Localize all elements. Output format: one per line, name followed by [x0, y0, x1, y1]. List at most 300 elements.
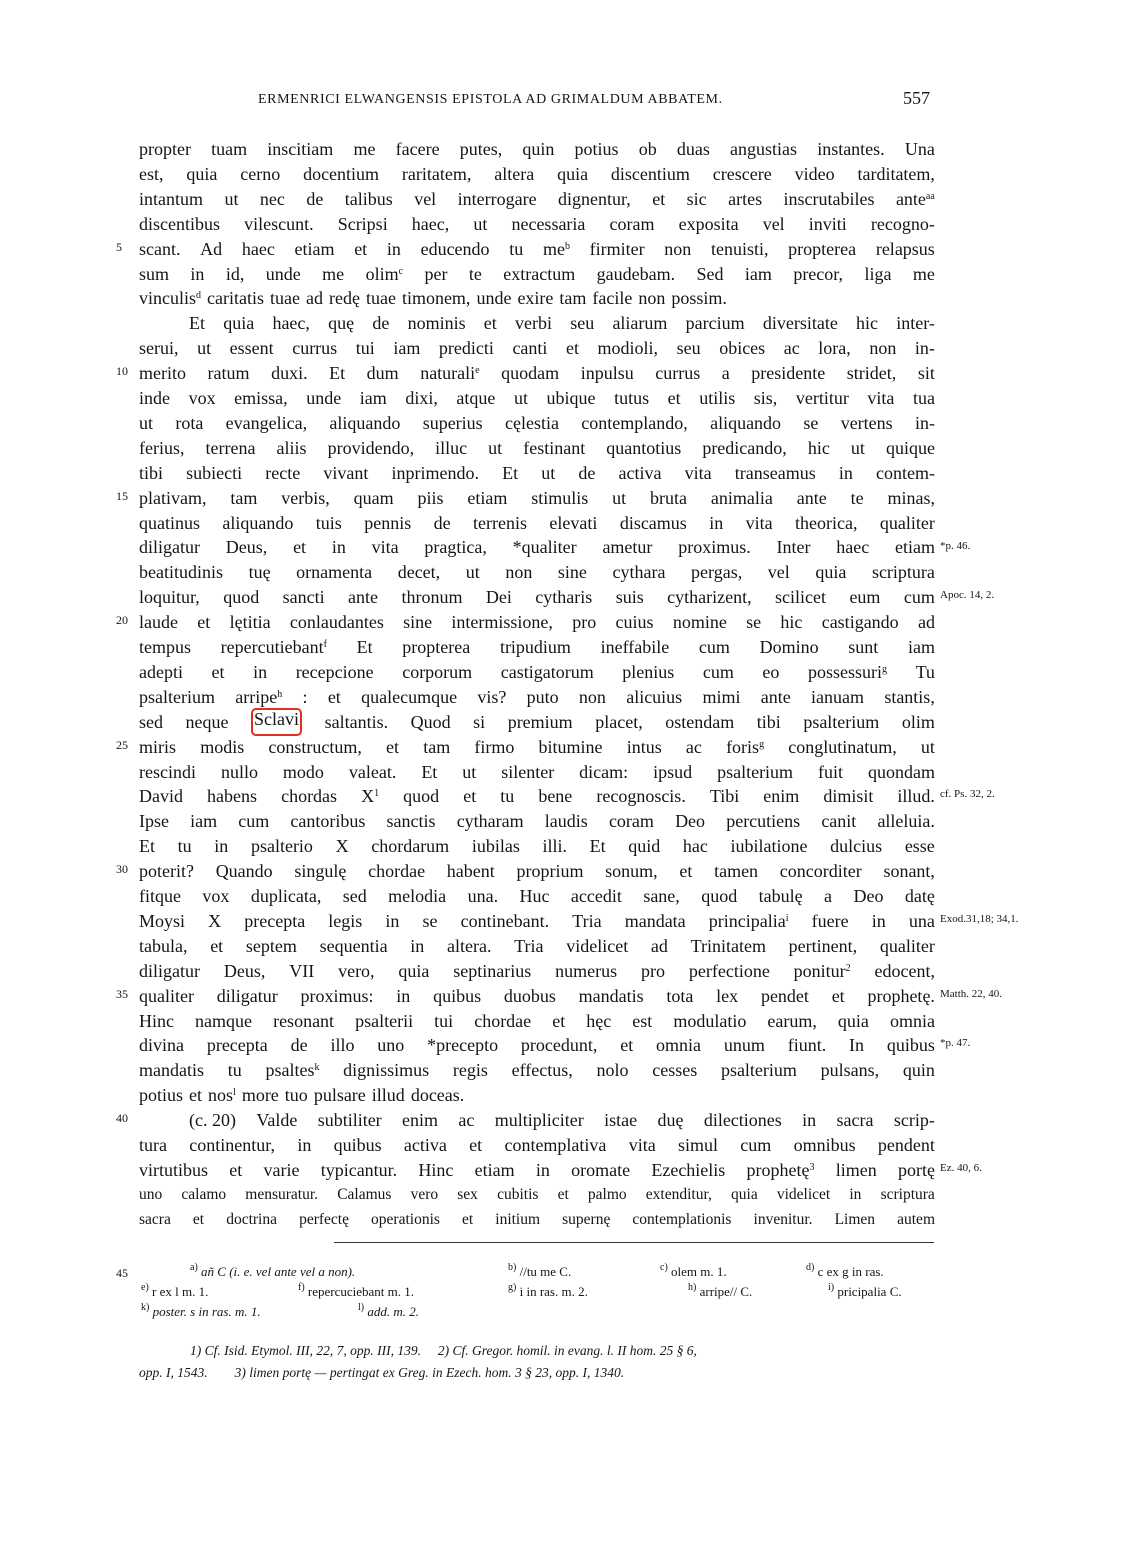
word: et [652, 188, 666, 209]
word: vox [202, 886, 230, 906]
word: datę [904, 886, 935, 906]
word: tabula, [139, 935, 188, 956]
word: principalia$^i$ [708, 910, 789, 931]
word: de [372, 313, 390, 334]
word: Tria [514, 935, 544, 956]
text-line [139, 162, 935, 186]
word: vinculis$^d$ [139, 288, 201, 309]
word: videlicet [566, 935, 629, 956]
word: scant. [139, 238, 181, 259]
text-line [139, 361, 935, 385]
word: David [139, 786, 183, 807]
word: te [468, 263, 482, 284]
word: et [211, 661, 225, 682]
word: cum [698, 637, 730, 657]
word: numerus [555, 960, 618, 981]
word: multipliciter [494, 1110, 584, 1131]
word: presidente [751, 363, 826, 384]
marginal-ref: cf. Ps. 32, 2. [940, 788, 995, 800]
word: prophetę$^3$ [746, 1159, 815, 1180]
text-line [139, 187, 935, 211]
word: quique [885, 437, 935, 458]
word: se [422, 910, 438, 931]
word: tam [559, 288, 587, 309]
word: parcium [685, 313, 745, 334]
word: quod [701, 886, 738, 906]
word: modulatio [673, 1010, 747, 1031]
word: putes, [459, 139, 503, 159]
word: duplicata, [250, 886, 322, 906]
word: pragtica, [424, 537, 487, 558]
word: et [354, 238, 368, 259]
word: quia [186, 163, 218, 184]
word: mandata [624, 910, 686, 931]
word: scrip- [893, 1110, 935, 1131]
word: chordarum [371, 836, 450, 857]
marginal-ref: *p. 46. [940, 540, 971, 552]
word: nolo [596, 1060, 629, 1081]
word: quodam [501, 363, 560, 384]
footnote-f: $^{f)}$ repercuciebant m. 1. [298, 1282, 415, 1299]
word: quia [557, 163, 589, 184]
text-line [139, 1058, 935, 1082]
text-line [139, 735, 935, 759]
text-line [139, 1208, 935, 1232]
word: qualiter [879, 512, 935, 533]
word: interrogare [457, 188, 537, 209]
word: divina [139, 1035, 184, 1056]
word: et [327, 686, 341, 707]
word: habens [207, 786, 258, 807]
word: illo [330, 1035, 355, 1056]
text-line [139, 1158, 935, 1182]
word: verbi [515, 313, 552, 334]
word: emissa, [234, 388, 288, 408]
word: chordae [474, 1010, 532, 1031]
word: sic [686, 188, 707, 209]
word: haec [836, 537, 870, 558]
text-line [139, 212, 935, 236]
word: sed [139, 711, 163, 732]
word: in [535, 1159, 550, 1180]
word: haec [241, 238, 275, 259]
word: contem- [875, 462, 935, 483]
word: festinant [523, 437, 586, 458]
footnote-rule [334, 1242, 934, 1243]
word: animalia [710, 487, 773, 508]
word: unde [265, 263, 301, 284]
word: possessuri$^g$ [807, 661, 887, 682]
word: tu [500, 786, 515, 807]
word: cuius [615, 612, 654, 633]
word: Et [502, 462, 519, 483]
word: in [297, 1135, 312, 1155]
word: fitque [139, 886, 181, 906]
word: VII [289, 960, 315, 981]
word: intus [626, 736, 662, 757]
word: et [831, 985, 845, 1006]
word: tarditatem, [857, 163, 935, 184]
word: vel [767, 562, 790, 583]
text-line [139, 262, 935, 286]
word: esse [904, 836, 935, 857]
word: sonum, [605, 861, 658, 882]
word: quibus [433, 985, 482, 1006]
word: saltantis. [324, 711, 389, 732]
word: quia [398, 960, 430, 981]
word: haec, [272, 313, 310, 334]
word: Hinc [139, 1010, 174, 1031]
word: altera. [447, 935, 492, 956]
text-line [139, 1183, 935, 1207]
word: cum [702, 661, 734, 682]
word: rota [175, 412, 204, 433]
word: tura [139, 1135, 167, 1155]
word: operationis [371, 1210, 440, 1228]
word: stantis, [884, 686, 935, 707]
word: tu [227, 1060, 242, 1081]
word: ut [612, 487, 627, 508]
word: potius [574, 139, 619, 159]
line-number: 30 [116, 862, 128, 876]
word: sit [917, 363, 935, 384]
line-number: 5 [116, 240, 122, 254]
word: tibi [139, 462, 164, 483]
word: tuae [269, 288, 300, 309]
word: talibus [344, 188, 393, 209]
word: Quod [410, 711, 451, 732]
word: aliarum [612, 313, 668, 334]
highlighted-word: Sclavi [251, 708, 302, 736]
word: tabulę [758, 886, 803, 906]
word: omnia [656, 1035, 702, 1056]
word: constructum, [268, 736, 362, 757]
word: quibus [886, 1035, 935, 1056]
word: una [908, 910, 935, 931]
word: Huc [519, 886, 550, 906]
word: qualiter [879, 935, 935, 956]
word: et [386, 736, 400, 757]
word: mandatis [578, 985, 644, 1006]
word: cęlestia [505, 412, 559, 433]
word: in [253, 661, 268, 682]
word: est [632, 1010, 653, 1031]
word: elevati [549, 512, 598, 533]
word: et [229, 1159, 243, 1180]
footnote-g: $^{g)}$ i in ras. m. 2. [508, 1282, 588, 1299]
word: et [469, 1135, 483, 1155]
word: iubilatione [730, 836, 808, 857]
word: iam [393, 338, 421, 359]
word: mandatis [139, 1060, 204, 1081]
word: et [565, 338, 579, 359]
word: tu [177, 836, 192, 857]
word: precepta [206, 1035, 268, 1056]
word: vertens [840, 412, 893, 433]
word: et [189, 1085, 203, 1106]
word: uno [377, 1035, 405, 1056]
word: psalterium [720, 1060, 797, 1081]
word: quantotius [606, 437, 682, 458]
text-line [139, 809, 935, 833]
word: inter- [896, 313, 935, 334]
word: $X^1$ [361, 786, 380, 807]
word: tibi [756, 711, 781, 732]
word: ob [638, 139, 657, 159]
word: intantum [139, 188, 203, 209]
word: premium [507, 711, 573, 732]
word: ubique [546, 388, 596, 408]
word: tui [355, 338, 375, 359]
word: propterea [788, 238, 857, 259]
word: iam [744, 263, 772, 284]
word: ipsud [653, 761, 693, 782]
word: septem [245, 935, 297, 956]
word: recepcione [295, 661, 374, 682]
word: enim [763, 786, 800, 807]
word: et [462, 1210, 474, 1228]
word: aliquando [710, 412, 782, 433]
word: ad [305, 288, 323, 309]
text-line [139, 959, 935, 983]
word: in [190, 263, 205, 284]
word: illud [371, 1085, 405, 1106]
word: te [850, 487, 864, 508]
line-number: 15 [116, 489, 128, 503]
word: etiam [467, 487, 508, 508]
word: neque [185, 711, 229, 732]
word: vita [867, 388, 895, 408]
word: redę [328, 288, 360, 309]
word: autem [897, 1210, 935, 1228]
word: In [849, 1035, 865, 1056]
word: pennis [364, 512, 412, 533]
word: vilescunt. [244, 213, 314, 234]
word: tripudium [499, 637, 571, 657]
word: enim [402, 1110, 439, 1131]
word: dimisit [823, 786, 874, 807]
word: rescindi [139, 761, 196, 782]
word: me [322, 263, 345, 284]
word: sequentia [319, 935, 388, 956]
footnote-l: $^{l)}$ add. m. 2. [358, 1302, 419, 1319]
word: quia [837, 1010, 869, 1031]
word: typicantur. [320, 1159, 398, 1180]
word: alicuius [626, 686, 683, 707]
text-line [139, 137, 935, 161]
word: ut [920, 736, 935, 757]
word: vel [762, 213, 785, 234]
word: iam [907, 637, 935, 657]
word: virtutibus [139, 1159, 209, 1180]
word: sed [342, 886, 367, 906]
word: illi. [542, 836, 567, 857]
word: dum [366, 363, 399, 384]
word: tui [434, 1010, 454, 1031]
word: terrenis [473, 512, 528, 533]
text-line [139, 461, 935, 485]
word: caritatis [207, 288, 264, 309]
word: in [385, 910, 400, 931]
word: cerno [240, 163, 281, 184]
reference-2: opp. I, 1543. 3) limen portę — pertingat ex Greg. in Ezech. hom. 3 § 23, opp. I, 1340. [139, 1365, 625, 1380]
word: miris [139, 736, 177, 757]
word: lex [716, 985, 739, 1006]
word: extenditur, [645, 1185, 712, 1203]
word: currus [292, 338, 338, 359]
word: cum [238, 811, 270, 832]
text-line [139, 237, 935, 261]
word: hęc [586, 1010, 612, 1031]
word: nomine [672, 612, 727, 633]
text-line [189, 311, 935, 335]
word: ponitur$^2$ [793, 960, 851, 981]
footnote-d: $^{d)}$ c ex g in ras. [806, 1262, 884, 1279]
word: firmiter [589, 238, 645, 259]
word: alleluia. [877, 811, 935, 832]
word: tuo [284, 1085, 308, 1106]
word: laudis [544, 811, 588, 832]
word: tuis [315, 512, 342, 533]
word: iam [359, 388, 387, 408]
word: ut [541, 462, 556, 483]
word: gaudebam. [596, 263, 676, 284]
word: invenitur. [753, 1210, 813, 1228]
word: continebant. [460, 910, 550, 931]
word: proximus. [678, 537, 751, 558]
word: angustias [730, 139, 798, 159]
word: continentur, [189, 1135, 276, 1155]
word: bitumine [538, 736, 603, 757]
word: ante [760, 686, 791, 707]
word: chordas [281, 786, 338, 807]
word: Tu [915, 661, 935, 682]
marginal-ref: Apoc. 14, 2. [940, 589, 995, 601]
word: ostendam [665, 711, 735, 732]
word: quibus [333, 1135, 382, 1155]
word: ferius, [139, 437, 185, 458]
word: scilicet [775, 587, 827, 608]
word: necessaria [511, 213, 586, 234]
word: thronum [401, 587, 463, 608]
word: theorica, [795, 512, 858, 533]
word: in [331, 537, 346, 558]
word: singulę [294, 861, 347, 882]
word: conlaudantes [289, 612, 384, 633]
word: more [241, 1085, 279, 1106]
word: canti [512, 338, 548, 359]
word: cythara [612, 562, 666, 583]
word: duę [657, 1110, 684, 1131]
word: palmo [587, 1185, 627, 1203]
word: X [208, 910, 222, 931]
word: duas [676, 139, 710, 159]
word: quia [815, 562, 847, 583]
word: in [410, 935, 425, 956]
word: exire [517, 288, 554, 309]
word: : [302, 686, 308, 707]
marginal-ref: Ez. 40, 6. [940, 1162, 982, 1174]
word: et [679, 861, 693, 882]
word: tuae [365, 288, 396, 309]
text-line [139, 1009, 935, 1033]
word: limen [835, 1159, 877, 1180]
word: coram [608, 811, 654, 832]
word: psalterii [355, 1010, 414, 1031]
word: diversitate [762, 313, 838, 334]
word: liga [864, 263, 892, 284]
word: de [578, 462, 596, 483]
word: septinarius [453, 960, 532, 981]
text-line [139, 660, 935, 684]
word: quia [731, 1185, 758, 1203]
word: currus [655, 363, 701, 384]
word: Tria [572, 910, 602, 931]
word: Et [329, 363, 346, 384]
word: Una [904, 139, 935, 159]
word: de [433, 512, 451, 533]
word: vita [745, 512, 773, 533]
word: se [803, 412, 819, 433]
word: tam [230, 487, 258, 508]
word: et [483, 313, 497, 334]
word: pergas, [691, 562, 743, 583]
word: loquitur, [139, 587, 200, 608]
word: ut [465, 562, 480, 583]
marginal-ref: Matth. 22, 40. [940, 988, 1003, 1000]
word: castigatorum [500, 661, 594, 682]
word: sex [457, 1185, 478, 1203]
footnote-b: $^{b)}$ //tu me C. [508, 1262, 572, 1279]
word: corporum [402, 661, 473, 682]
line-number: 25 [116, 738, 128, 752]
word: obices [719, 338, 766, 359]
word: chordae [368, 861, 426, 882]
word: lora, [818, 338, 851, 359]
word: tutus [614, 388, 650, 408]
word: et [192, 1210, 205, 1228]
word: resonant [273, 1010, 335, 1031]
word: Hinc [418, 1159, 454, 1180]
word: ianuam [811, 686, 865, 707]
text-line [139, 286, 935, 310]
word: tamen [714, 861, 759, 882]
word: Ezechielis [651, 1159, 726, 1180]
word: qualecumque [361, 686, 458, 707]
footnote-k: $^{k)}$ poster. s in ras. m. 1. [141, 1302, 261, 1319]
word: psaltes$^k$ [265, 1060, 320, 1081]
word: educendo [420, 238, 490, 259]
word: Et [421, 761, 438, 782]
word: nos$^l$ [208, 1085, 236, 1106]
word: quondam [867, 761, 935, 782]
word: et [552, 1010, 566, 1031]
word: vero, [338, 960, 375, 981]
word: naturali$^e$ [420, 363, 480, 384]
word: cytharis [535, 587, 593, 608]
word: in [709, 512, 724, 533]
word: discentibus [139, 213, 220, 234]
text-line [189, 1108, 935, 1132]
word: lętitia [229, 612, 271, 633]
word: pro [641, 960, 665, 981]
text-line [139, 784, 935, 808]
text-line [139, 511, 935, 535]
word: effectus, [511, 1060, 573, 1081]
word: unde [306, 388, 342, 408]
word: sane, [643, 886, 680, 906]
word: ut [224, 188, 239, 209]
